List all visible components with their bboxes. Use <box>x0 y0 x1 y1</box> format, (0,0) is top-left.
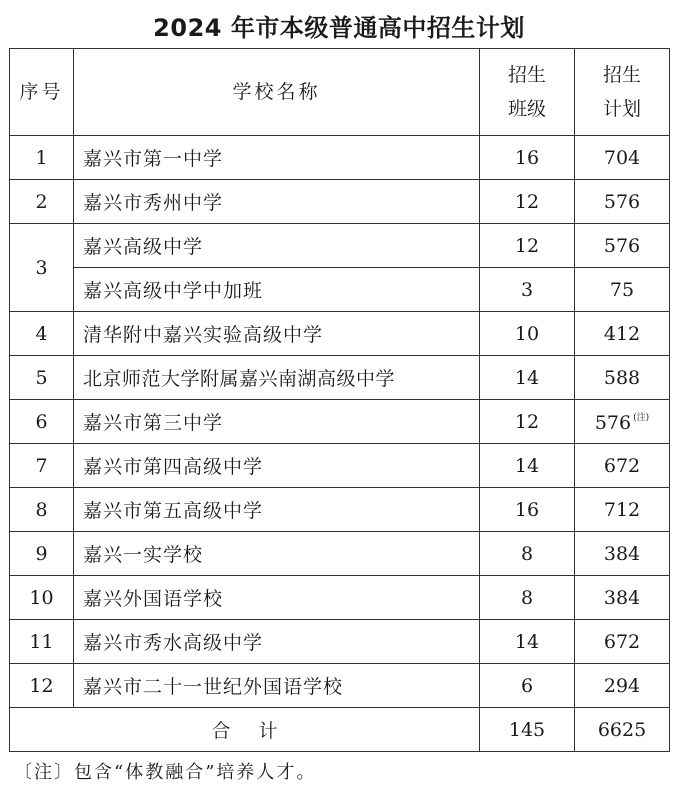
classes-cell: 8 <box>480 532 575 576</box>
plan-cell: 412 <box>575 312 670 356</box>
seq-cell: 1 <box>10 136 74 180</box>
seq-cell: 7 <box>10 444 74 488</box>
total-label: 合计 <box>211 720 306 742</box>
table-row <box>10 312 670 356</box>
classes-cell: 6 <box>480 664 575 708</box>
school-name-cell: 嘉兴市第一中学 <box>74 136 480 180</box>
classes-cell: 16 <box>480 488 575 532</box>
plan-cell: 672 <box>575 444 670 488</box>
table-row <box>10 576 670 620</box>
school-name-cell: 嘉兴高级中学 <box>74 224 480 268</box>
plan-value: 576 <box>594 411 632 434</box>
school-name-cell: 嘉兴市秀州中学 <box>74 180 480 224</box>
table-header-row <box>10 49 670 136</box>
seq-cell: 2 <box>10 180 74 224</box>
classes-cell: 12 <box>480 180 575 224</box>
seq-cell: 8 <box>10 488 74 532</box>
plan-cell: 384 <box>575 576 670 620</box>
seq-cell: 9 <box>10 532 74 576</box>
school-name-cell: 嘉兴市第三中学 <box>74 400 480 444</box>
note-marker: (注) <box>633 412 650 423</box>
plan-cell: 712 <box>575 488 670 532</box>
seq-cell: 10 <box>10 576 74 620</box>
header-classes: 招生 班级 <box>480 49 575 136</box>
classes-cell: 10 <box>480 312 575 356</box>
table-row <box>10 488 670 532</box>
page-title: 2024 年市本级普通高中招生计划 <box>153 14 525 42</box>
total-plan-cell: 6625 <box>575 708 670 752</box>
table-row <box>10 444 670 488</box>
table-row <box>10 224 670 268</box>
plan-cell: 672 <box>575 620 670 664</box>
table-row <box>10 180 670 224</box>
total-classes-cell: 145 <box>480 708 575 752</box>
seq-cell: 11 <box>10 620 74 664</box>
school-name-cell: 嘉兴高级中学中加班 <box>74 268 480 312</box>
school-name-cell: 嘉兴外国语学校 <box>74 576 480 620</box>
school-name-cell: 北京师范大学附属嘉兴南湖高级中学 <box>74 356 480 400</box>
header-seq: 序号 <box>10 49 74 136</box>
table-row <box>10 136 670 180</box>
table-row <box>10 532 670 576</box>
seq-cell: 4 <box>10 312 74 356</box>
header-school-name: 学校名称 <box>74 49 480 136</box>
plan-cell: 75 <box>575 268 670 312</box>
total-label-cell <box>10 708 480 752</box>
school-name-cell: 嘉兴市二十一世纪外国语学校 <box>74 664 480 708</box>
plan-cell: 704 <box>575 136 670 180</box>
seq-cell: 12 <box>10 664 74 708</box>
footnote: 〔注〕包含“体教融合”培养人才。 <box>14 762 317 783</box>
classes-cell: 3 <box>480 268 575 312</box>
plan-cell: 576 <box>575 224 670 268</box>
header-plan: 招生 计划 <box>575 49 670 136</box>
table-row <box>10 356 670 400</box>
classes-cell: 12 <box>480 224 575 268</box>
plan-cell: 576 <box>575 180 670 224</box>
table-row <box>10 400 670 444</box>
classes-cell: 14 <box>480 356 575 400</box>
school-name-cell: 嘉兴市第四高级中学 <box>74 444 480 488</box>
school-name-cell: 嘉兴市第五高级中学 <box>74 488 480 532</box>
school-name-cell: 清华附中嘉兴实验高级中学 <box>74 312 480 356</box>
seq-cell: 5 <box>10 356 74 400</box>
school-name-cell: 嘉兴市秀水高级中学 <box>74 620 480 664</box>
table-row <box>10 664 670 708</box>
seq-cell: 6 <box>10 400 74 444</box>
seq-cell: 3 <box>10 224 74 312</box>
plan-cell: 384 <box>575 532 670 576</box>
classes-cell: 14 <box>480 620 575 664</box>
classes-cell: 16 <box>480 136 575 180</box>
classes-cell: 8 <box>480 576 575 620</box>
classes-cell: 12 <box>480 400 575 444</box>
table-row <box>10 620 670 664</box>
table-row <box>10 268 670 312</box>
classes-cell: 14 <box>480 444 575 488</box>
plan-cell: 294 <box>575 664 670 708</box>
school-name-cell: 嘉兴一实学校 <box>74 532 480 576</box>
enrollment-plan-table <box>9 48 670 752</box>
total-row <box>10 708 670 752</box>
plan-cell: 588 <box>575 356 670 400</box>
plan-cell <box>575 400 670 444</box>
